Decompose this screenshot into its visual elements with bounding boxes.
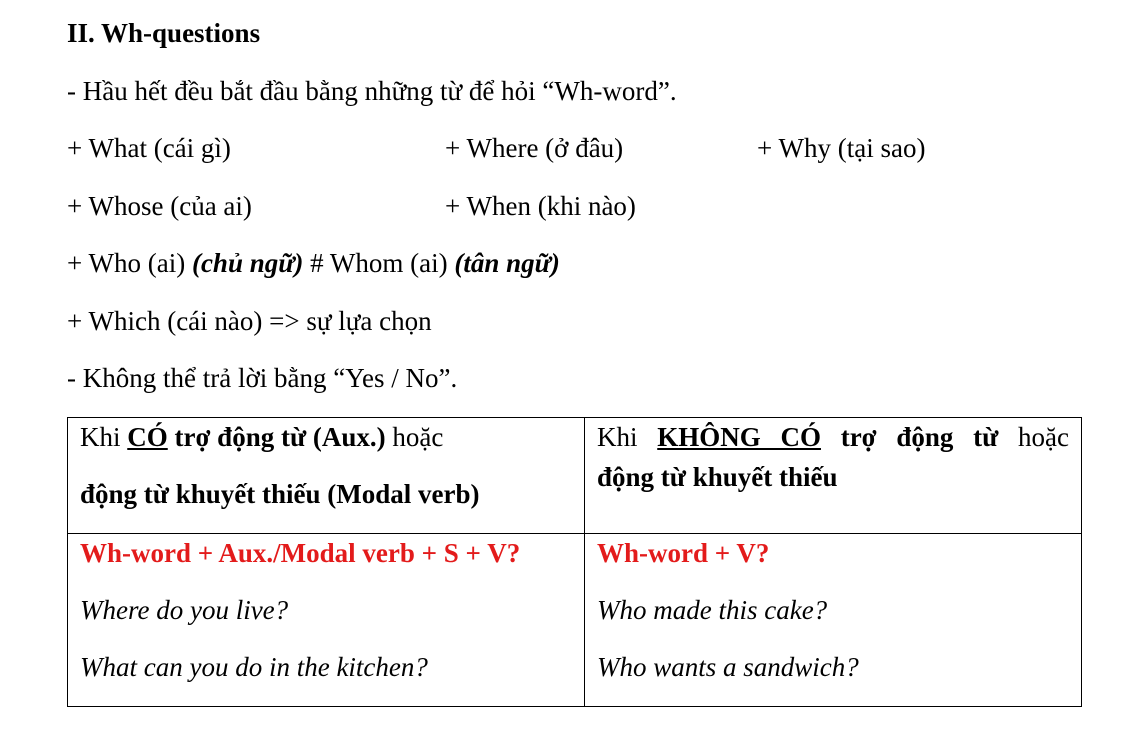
- where-item: + Where (ở đâu): [445, 133, 624, 163]
- section-heading: II. Wh-questions: [67, 18, 261, 48]
- what-item: + What (cái gì): [67, 133, 231, 163]
- subject-note: (chủ ngữ): [191, 248, 304, 278]
- whom-text: # Whom (ai): [303, 248, 455, 278]
- left-header-line-2: động từ khuyết thiếu (Modal verb): [80, 479, 480, 509]
- right-header-cell: [585, 418, 1082, 534]
- right-formula: Wh-word + V?: [597, 538, 770, 568]
- wh-words-row-1: [67, 132, 926, 164]
- left-header-line-1: [80, 421, 572, 453]
- right-header-hoac: hoặc: [1018, 422, 1070, 452]
- left-formula: Wh-word + Aux./Modal verb + S + V?: [80, 538, 521, 568]
- object-note: (tân ngữ): [454, 248, 560, 278]
- left-header-cell: [68, 418, 585, 534]
- structure-table: [67, 417, 1082, 707]
- right-header-line-2: động từ khuyết thiếu: [597, 462, 838, 492]
- left-header-co: CÓ: [127, 422, 168, 452]
- right-example-2: Who wants a sandwich?: [597, 652, 859, 682]
- wh-words-row-2: [67, 190, 636, 222]
- whose-item: + Whose (của ai): [67, 191, 252, 221]
- left-body-cell: [68, 534, 585, 707]
- left-header-aux: trợ động từ (Aux.): [167, 422, 386, 452]
- right-header-aux: trợ động từ: [840, 422, 999, 452]
- table-body-row: [68, 534, 1082, 707]
- who-whom-line: [67, 247, 560, 279]
- right-header-khong-co: KHÔNG CÓ: [657, 422, 821, 452]
- left-example-2: What can you do in the kitchen?: [80, 652, 428, 682]
- right-example-1: Who made this cake?: [597, 595, 828, 625]
- left-example-1: Where do you live?: [80, 595, 289, 625]
- who-text: + Who (ai): [67, 248, 192, 278]
- left-header-khi: Khi: [80, 422, 128, 452]
- intro-line: - Hầu hết đều bắt đầu bằng những từ để hỏi “Wh-word”.: [67, 76, 677, 106]
- right-body-cell: [585, 534, 1082, 707]
- which-line: + Which (cái nào) => sự lựa chọn: [67, 306, 432, 336]
- table-header-row: [68, 418, 1082, 534]
- right-header-khi: Khi: [597, 422, 658, 452]
- left-header-hoac: hoặc: [385, 422, 444, 452]
- right-header-line-1: [597, 421, 1069, 453]
- when-item: + When (khi nào): [445, 191, 636, 221]
- why-item: + Why (tại sao): [757, 133, 926, 163]
- yes-no-line: - Không thể trả lời bằng “Yes / No”.: [67, 363, 458, 393]
